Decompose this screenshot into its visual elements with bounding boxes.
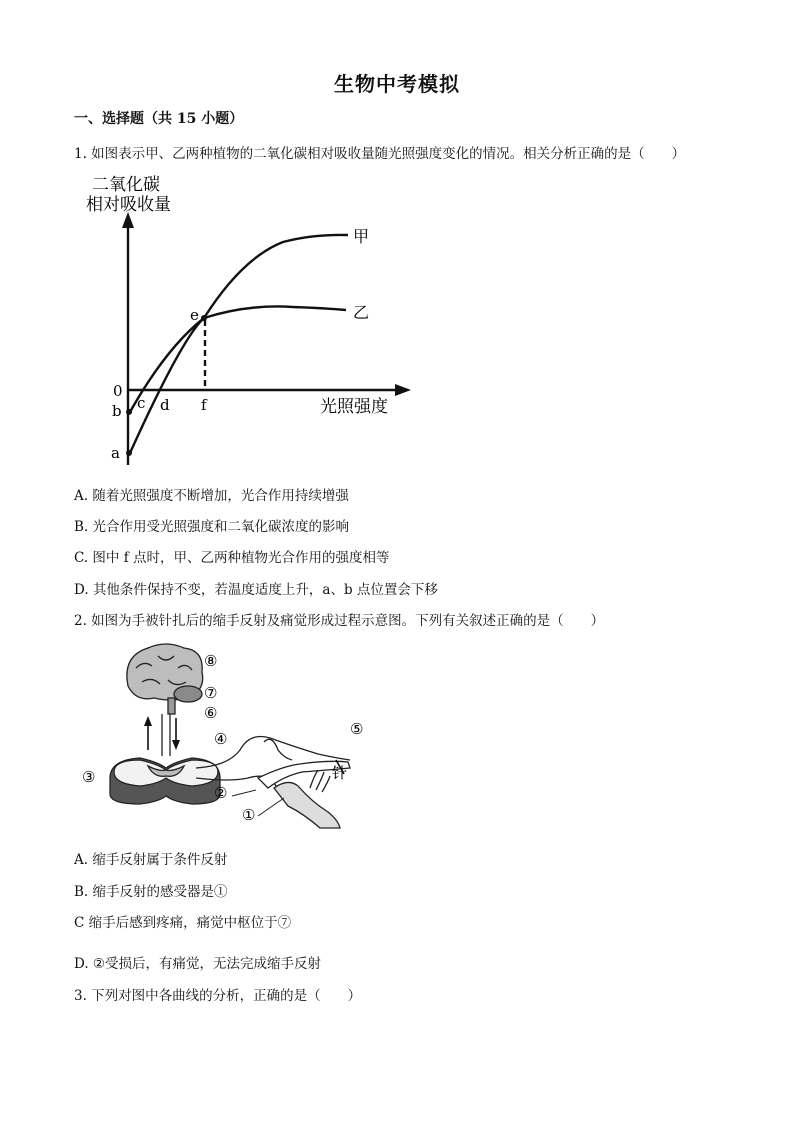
point-a-label: a [111,444,120,462]
needle-label: 针 [332,764,348,782]
label-5: ⑤ [350,720,364,738]
point-zero-label: 0 [113,382,123,400]
point-d-label: d [160,396,170,414]
question-2-option-c: C 缩手后感到疼痛，痛觉中枢位于⑦ [74,915,292,931]
label-3: ③ [82,768,96,786]
label-4: ④ [214,730,228,748]
point-c-label: c [137,394,146,412]
point-f-label: f [201,396,207,414]
curve-yi-label: 乙 [353,303,370,322]
question-1-option-c: C. 图中 f 点时，甲、乙两种植物光合作用的强度相等 [74,550,390,566]
curve-jia [130,235,348,453]
point-b-label: b [112,402,122,420]
point-a-dot [126,450,132,456]
y-label-line1: 二氧化碳 [92,175,160,195]
brain-illustration [127,644,203,714]
spinal-cord-illustration [110,758,220,804]
point-e-dot [201,315,207,321]
question-3-stem: 3. 下列对图中各曲线的分析，正确的是（ ） [74,988,362,1004]
label-1: ① [242,806,256,824]
question-1-option-b: B. 光合作用受光照强度和二氧化碳浓度的影响 [74,519,350,535]
arm-illustration [258,739,350,828]
question-2-option-b: B. 缩手反射的感受器是① [74,884,228,900]
page-title: 生物中考模拟 [334,72,460,96]
question-2-option-d: D. ②受损后，有痛觉，无法完成缩手反射 [74,956,322,972]
point-e-label: e [190,306,199,324]
question-1-stem: 1. 如图表示甲、乙两种植物的二氧化碳相对吸收量随光照强度变化的情况。相关分析正确的是（ ） [74,146,686,162]
label-7: ⑦ [204,684,218,702]
question-1-option-a: A. 随着光照强度不断增加，光合作用持续增强 [74,488,349,504]
y-label-line2: 相对吸收量 [86,195,171,215]
section-heading: 一、选择题（共 15 小题） [74,111,244,127]
curve-jia-label: 甲 [353,227,370,246]
photosynthesis-graph [78,170,418,470]
question-2-stem: 2. 如图为手被针扎后的缩手反射及痛觉形成过程示意图。下列有关叙述正确的是（ ） [74,613,605,629]
label-2: ② [214,784,228,802]
reflex-arc-diagram [78,638,378,838]
label-6: ⑥ [204,704,218,722]
question-1-option-d: D. 其他条件保持不变，若温度适度上升，a、b 点位置会下移 [74,582,438,598]
x-axis-arrow [395,384,411,396]
x-label: 光照强度 [320,397,388,417]
question-2-option-a: A. 缩手反射属于条件反射 [74,852,228,868]
label-8: ⑧ [204,652,218,670]
point-b-dot [126,409,132,415]
